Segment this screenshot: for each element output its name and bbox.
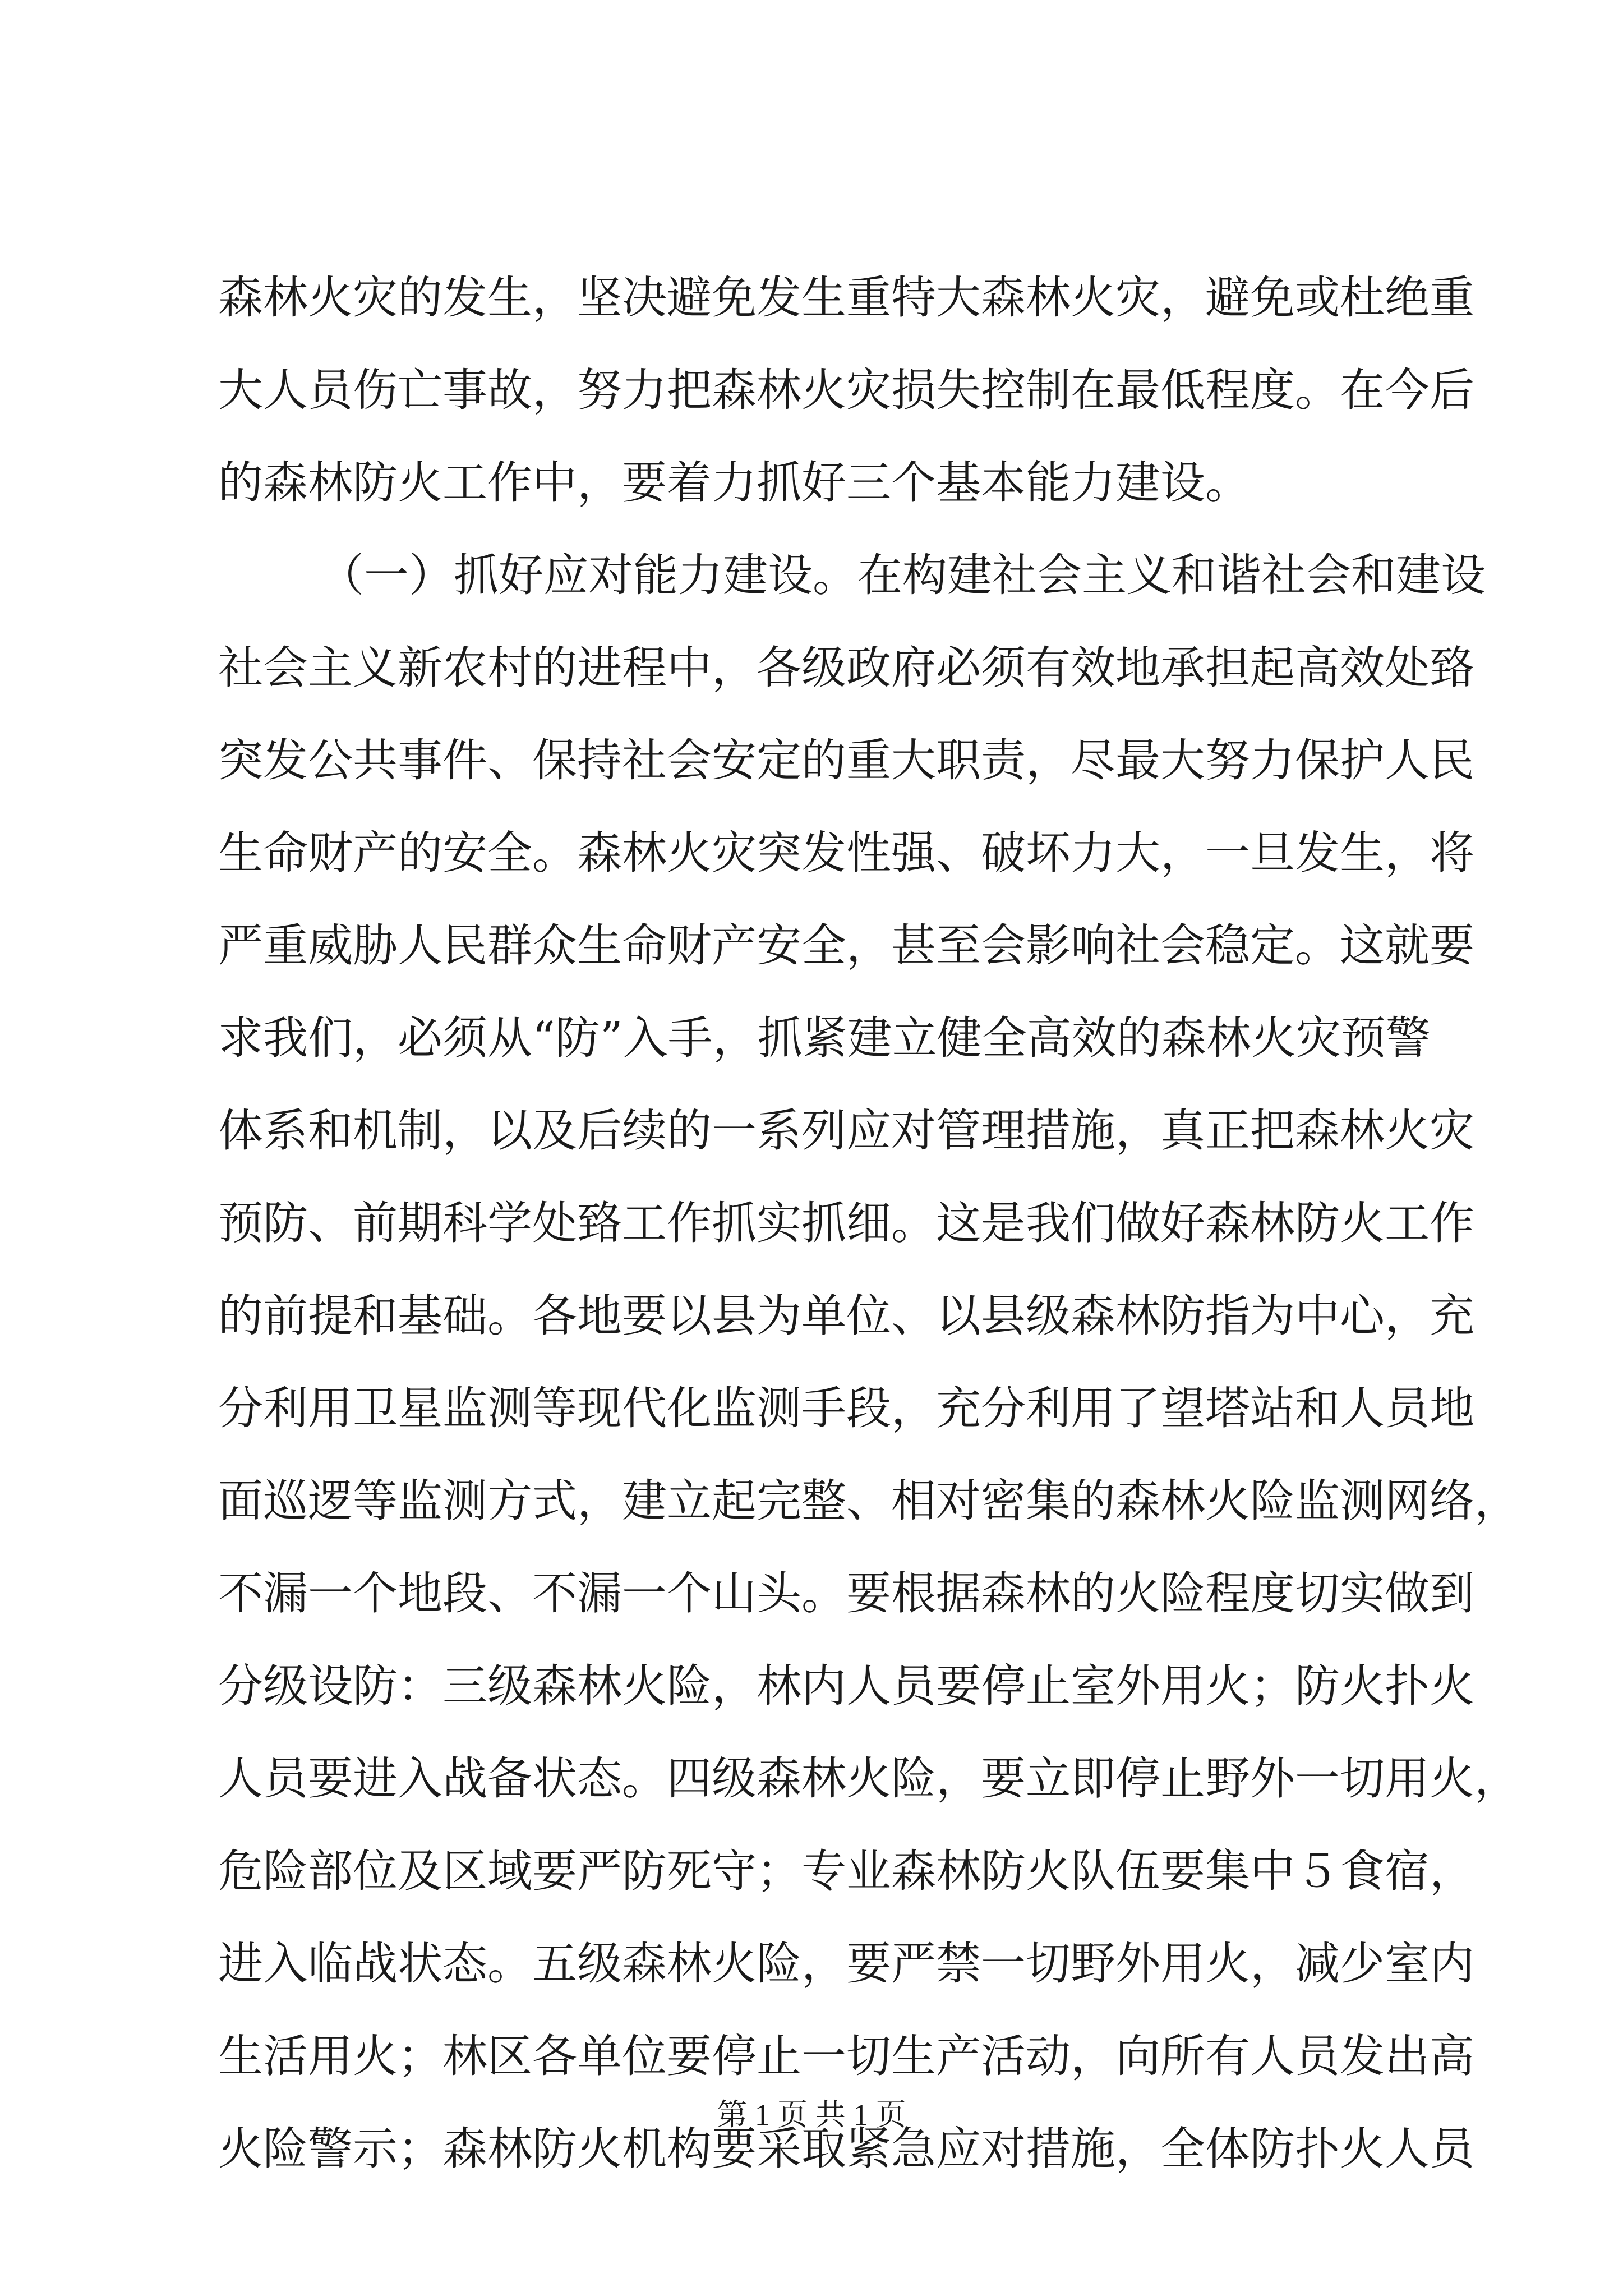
page-footer <box>0 2098 1623 2132</box>
text-line-7: 生命财产的安全。森林火灾突发性强、破坏力大，一旦发生，将 <box>218 827 1474 879</box>
text-line-13: 分利用卫星监测等现代化监测手段，充分利用了望塔站和人员地 <box>218 1382 1474 1434</box>
text-line-4: （一）抓好应对能力建设。在构建社会主义和谐社会和建设 <box>319 549 1486 601</box>
text-line-11: 预防、前期科学处臵工作抓实抓细。这是我们做好森林防火工作 <box>218 1197 1474 1249</box>
text-line-19: 进入临战状态。五级森林火险，要严禁一切野外用火，减少室内 <box>218 1938 1474 1990</box>
text-line-14: 面巡逻等监测方式，建立起完整、相对密集的森林火险监测网络， <box>218 1475 1519 1527</box>
text-line-15: 不漏一个地段、不漏一个山头。要根据森林的火险程度切实做到 <box>218 1567 1474 1619</box>
text-line-5: 社会主义新农村的进程中，各级政府必须有效地承担起高效处臵 <box>218 642 1474 694</box>
text-line-9: 求我们，必须从“防”入手，抓紧建立健全高效的森林火灾预警 <box>218 1012 1431 1064</box>
text-line-1: 森林火灾的发生，坚决避免发生重特大森林火灾，避免或杜绝重 <box>218 272 1474 324</box>
page-number-label: 第 1 页 共 1 页 <box>717 2098 906 2132</box>
text-line-3: 的森林防火工作中，要着力抓好三个基本能力建设。 <box>218 457 1250 509</box>
text-line-18: 危险部位及区域要严防死守；专业森林防火队伍要集中５食宿， <box>218 1845 1474 1897</box>
text-line-10: 体系和机制，以及后续的一系列应对管理措施，真正把森林火灾 <box>218 1105 1474 1157</box>
text-line-21: 火险警示；森林防火机构要采取紧急应对措施，全体防扑火人员 <box>218 2123 1474 2175</box>
document-body <box>218 251 1519 2195</box>
text-line-20: 生活用火；林区各单位要停止一切生产活动，向所有人员发出高 <box>218 2030 1474 2082</box>
text-line-17: 人员要进入战备状态。四级森林火险，要立即停止野外一切用火， <box>218 1752 1519 1805</box>
text-line-12: 的前提和基础。各地要以县为单位、以县级森林防指为中心，充 <box>218 1290 1474 1342</box>
text-line-2: 大人员伤亡事故，努力把森林火灾损失控制在最低程度。在今后 <box>218 364 1474 416</box>
text-line-8: 严重威胁人民群众生命财产安全，甚至会影响社会稳定。这就要 <box>218 919 1474 972</box>
text-line-16: 分级设防：三级森林火险，林内人员要停止室外用火；防火扑火 <box>218 1660 1474 1712</box>
text-line-6: 突发公共事件、保持社会安定的重大职责，尽最大努力保护人民 <box>218 734 1474 786</box>
